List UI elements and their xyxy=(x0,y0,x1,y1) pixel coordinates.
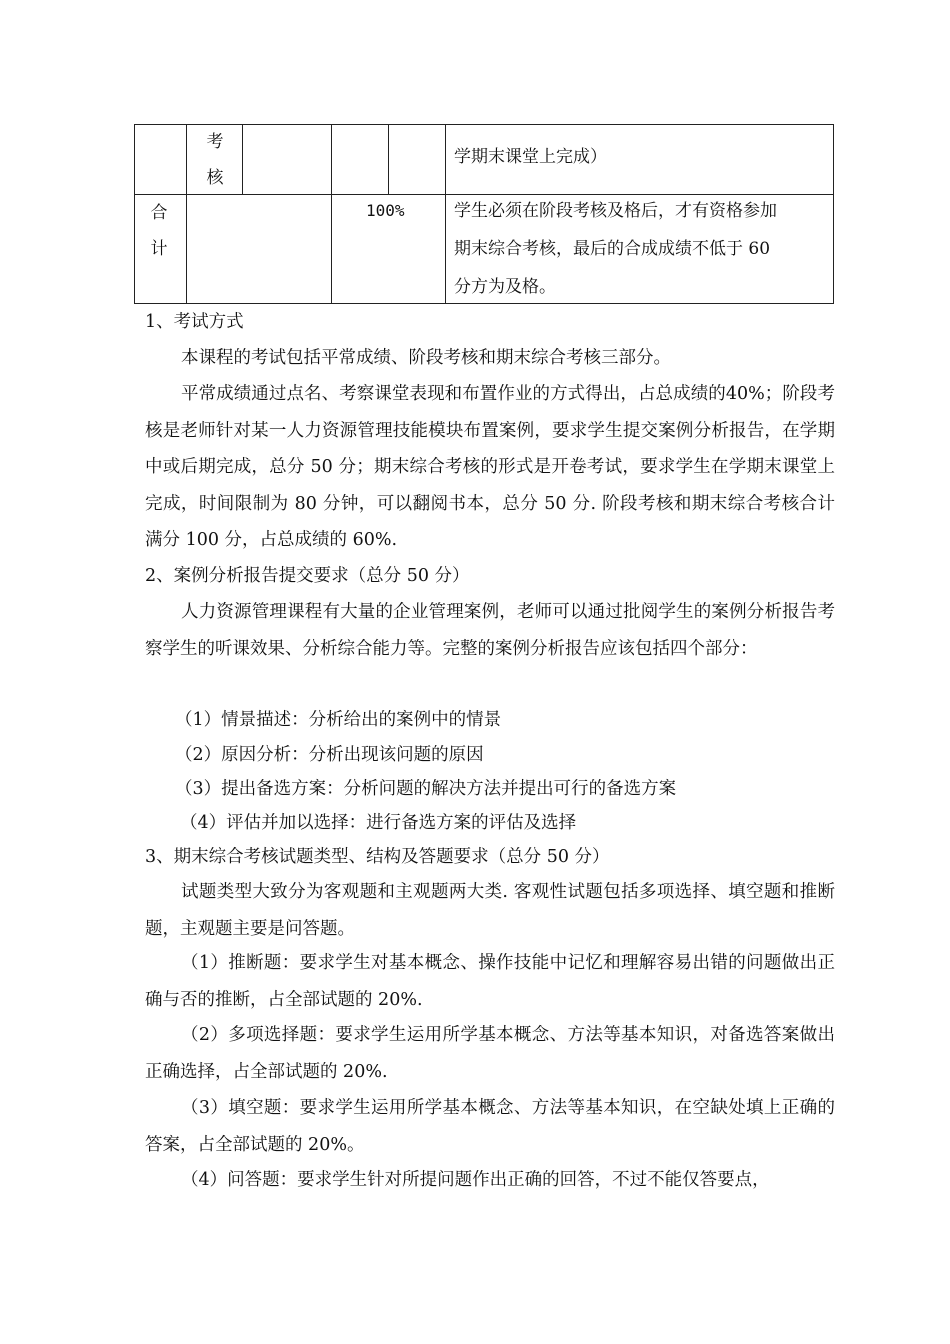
table-col-divider xyxy=(388,124,389,195)
table-cell-total-percent: 100% xyxy=(366,201,405,220)
table-border-top xyxy=(134,124,834,125)
list-item: （2）多项选择题：要求学生运用所学基本概念、方法等基本知识，对备选答案做出正确选择，占全部试题的 20%. xyxy=(145,1025,835,1082)
list-item: （3）填空题：要求学生运用所学基本概念、方法等基本知识，在空缺处填上正确的答案，占全部试题的 20%。 xyxy=(145,1098,835,1155)
table-cell-text: 考 xyxy=(206,132,224,152)
table-col-divider xyxy=(445,124,446,304)
table-cell-text: 计 xyxy=(150,239,168,259)
list-item: （1）情景描述：分析给出的案例中的情景 xyxy=(175,710,502,730)
paragraph: 平常成绩通过点名、考察课堂表现和布置作业的方式得出，占总成绩的40%；阶段考核是老师针对某一人力资源管理技能模块布置案例，要求学生提交案例分析报告，在学期中或后期完成，总分 50 分；期末综合考核的形式是开卷考试，要求学生在学期末课堂上完成，时间限制为 80 分钟，可以翻阅书本，总分 50 分. 阶段考核和期末综合考核合计满分 100 分，占总成绩的 60%. xyxy=(145,384,835,550)
list-item: （4）评估并加以选择：进行备选方案的评估及选择 xyxy=(180,813,577,833)
table-col-divider xyxy=(242,124,243,195)
paragraph: 试题类型大致分为客观题和主观题两大类. 客观性试题包括多项选择、填空题和推断题，主观题主要是问答题。 xyxy=(145,882,835,939)
paragraph: 人力资源管理课程有大量的企业管理案例，老师可以通过批阅学生的案例分析报告考察学生的听课效果、分析综合能力等。完整的案例分析报告应该包括四个部分： xyxy=(145,602,835,659)
list-item: （1）推断题：要求学生对基本概念、操作技能中记忆和理解容易出错的问题做出正确与否的推断，占全部试题的 20%. xyxy=(145,953,835,1010)
table-cell-text: 学生必须在阶段考核及格后，才有资格参加 xyxy=(454,201,777,221)
table-border-right xyxy=(833,124,834,304)
list-item: （2）原因分析：分析出现该问题的原因 xyxy=(175,745,484,765)
table-cell-text: 期末综合考核，最后的合成成绩不低于 60 xyxy=(454,239,771,259)
table-cell-assessment xyxy=(205,124,225,196)
paragraph: 本课程的考试包括平常成绩、阶段考核和期末综合考核三部分。 xyxy=(181,348,671,368)
table-cell-note: 学期末课堂上完成） xyxy=(454,147,607,167)
list-item: （3）提出备选方案：分析问题的解决方法并提出可行的备选方案 xyxy=(175,779,677,799)
grading-table xyxy=(134,124,834,304)
list-item: （4）问答题：要求学生针对所提问题作出正确的回答，不过不能仅答要点， xyxy=(181,1170,770,1190)
section-heading: 2、案例分析报告提交要求（总分 50 分） xyxy=(145,566,470,586)
table-cell-total-label xyxy=(149,195,169,267)
table-col-divider xyxy=(186,124,187,304)
table-cell-total-note xyxy=(454,192,832,306)
table-cell-text: 分方为及格。 xyxy=(454,277,556,297)
table-col-divider xyxy=(331,124,332,304)
table-cell-text: 核 xyxy=(206,168,224,188)
table-border-left xyxy=(134,124,135,304)
section-heading: 3、期末综合考核试题类型、结构及答题要求（总分 50 分） xyxy=(145,847,610,867)
table-cell-text: 合 xyxy=(150,203,168,223)
section-heading: 1、考试方式 xyxy=(145,312,244,332)
